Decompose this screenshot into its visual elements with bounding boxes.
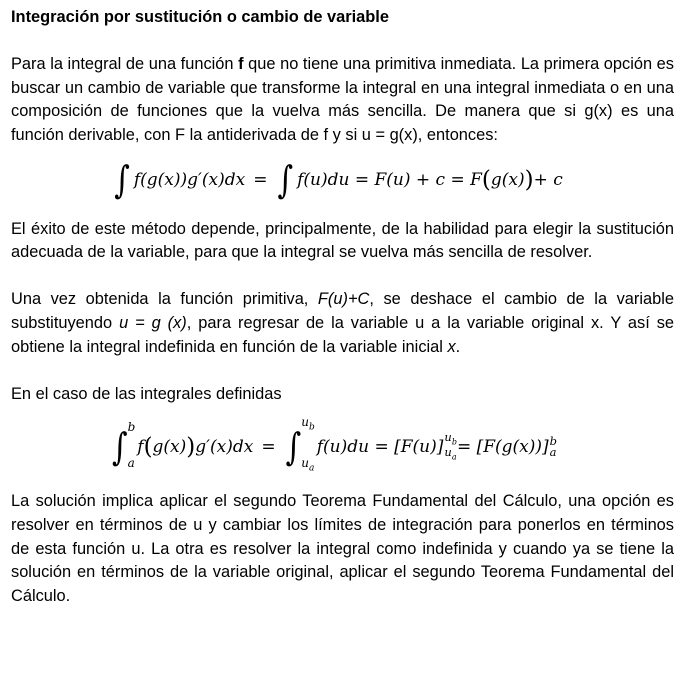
bracket2-sub: a: [549, 445, 557, 460]
eq1-tail: + c: [533, 169, 563, 190]
equation-substitution: [11, 152, 674, 210]
primitive-u-eq-g: u = g (x): [119, 313, 187, 332]
upper-limit-u-base: u: [301, 414, 309, 429]
paragraph-intro: [11, 53, 674, 147]
lower-limit-u: [301, 457, 315, 474]
primitive-text-c: , se deshace el cambio de la variable substituyendo: [11, 290, 675, 332]
equation-definite: [11, 410, 674, 484]
eq1-paren-close: ): [524, 166, 534, 193]
eq2-f: f: [137, 436, 144, 457]
lower-limit-u-sub: a: [308, 463, 315, 474]
upper-limit-u-sub: b: [308, 422, 315, 433]
spacer: [11, 30, 674, 54]
bracket2-sup: b: [549, 434, 558, 449]
eq2-inner: g(x): [152, 436, 187, 457]
integral-sign: ∫: [285, 425, 302, 469]
paragraph-primitive: [11, 288, 674, 359]
integral-limits: [127, 420, 136, 471]
integral-limits-u: [301, 414, 315, 474]
upper-limit: b: [127, 420, 136, 435]
eq1-inner: g(x): [490, 169, 525, 190]
spacer: [11, 359, 674, 383]
eq2-right: = [F(g(x))]: [456, 436, 549, 457]
bracket1-limits: [444, 432, 457, 463]
upper-limit-u: [301, 416, 315, 433]
bracket1-sub: $u_a$: [444, 445, 457, 462]
section-title: Integración por sustitución o cambio de variable: [11, 8, 389, 26]
eq2-equals: =: [261, 436, 276, 457]
paragraph-definite: En el caso de las integrales definidas: [11, 384, 282, 403]
eq1-equals: =: [253, 169, 268, 190]
eq1-left: f(g(x))g′(x)dx: [133, 169, 246, 190]
intro-text-a: Para la integral de una función: [11, 55, 239, 74]
primitive-period: .: [455, 337, 461, 356]
paragraph-success: El éxito de este método depende, principalmente, de la habilidad para elegir la sustitución adecuada de la variable, para que la integral se vuelva más sencilla de resolver.: [11, 219, 674, 262]
integral-sign: ∫: [114, 158, 130, 203]
eq2-left-rest: g′(x)dx: [195, 436, 254, 457]
eq2-paren-close: ): [186, 433, 196, 460]
eq2-paren-open: (: [143, 433, 153, 460]
integral-sign: ∫: [277, 158, 294, 203]
intro-text-b: que no tiene una primitiva inmediata. La primera opción es buscar un cambio de variable que transforme la integral en una integral inmediata o en una composición de funciones que la vuelva más sencilla. De manera que si g(x) es una función derivable, con F la antiderivada de f y si u = g(x), entonces:: [11, 55, 674, 144]
primitive-Fu: F(u)+C: [317, 290, 370, 309]
primitive-x: x: [447, 337, 456, 356]
eq2-mid: f(u)du = [F(u)]: [316, 436, 444, 457]
eq1-paren-open: (: [481, 166, 491, 193]
primitive-text-e: , para regresar de la variable u a la variable original x. Y así se obtiene la integral indefinida en función de la variable inicial: [11, 313, 675, 356]
bracket1-sup: $u_b$: [444, 430, 457, 447]
primitive-text-a: Una vez obtenida la función primitiva,: [11, 290, 318, 309]
intro-function-f: f: [238, 55, 244, 74]
spacer: [11, 265, 674, 289]
lower-limit: a: [127, 456, 135, 471]
eq1-mid: f(u)du = F(u) + c = F: [297, 169, 482, 190]
paragraph-solution: La solución implica aplicar el segundo Teorema Fundamental del Cálculo, una opción es resolver en términos de u y cambiar los límites de integración para ponerlos en términos de esta función u. La otra es resolver la integral como indefinida y cuando ya se tiene la solución en términos de la variable original, aplicar el segundo Teorema Fundamental del Cálculo.: [11, 492, 674, 605]
bracket2-limits: [550, 436, 557, 458]
integral-sign: ∫: [111, 425, 128, 469]
lower-limit-u-base: u: [301, 456, 309, 471]
